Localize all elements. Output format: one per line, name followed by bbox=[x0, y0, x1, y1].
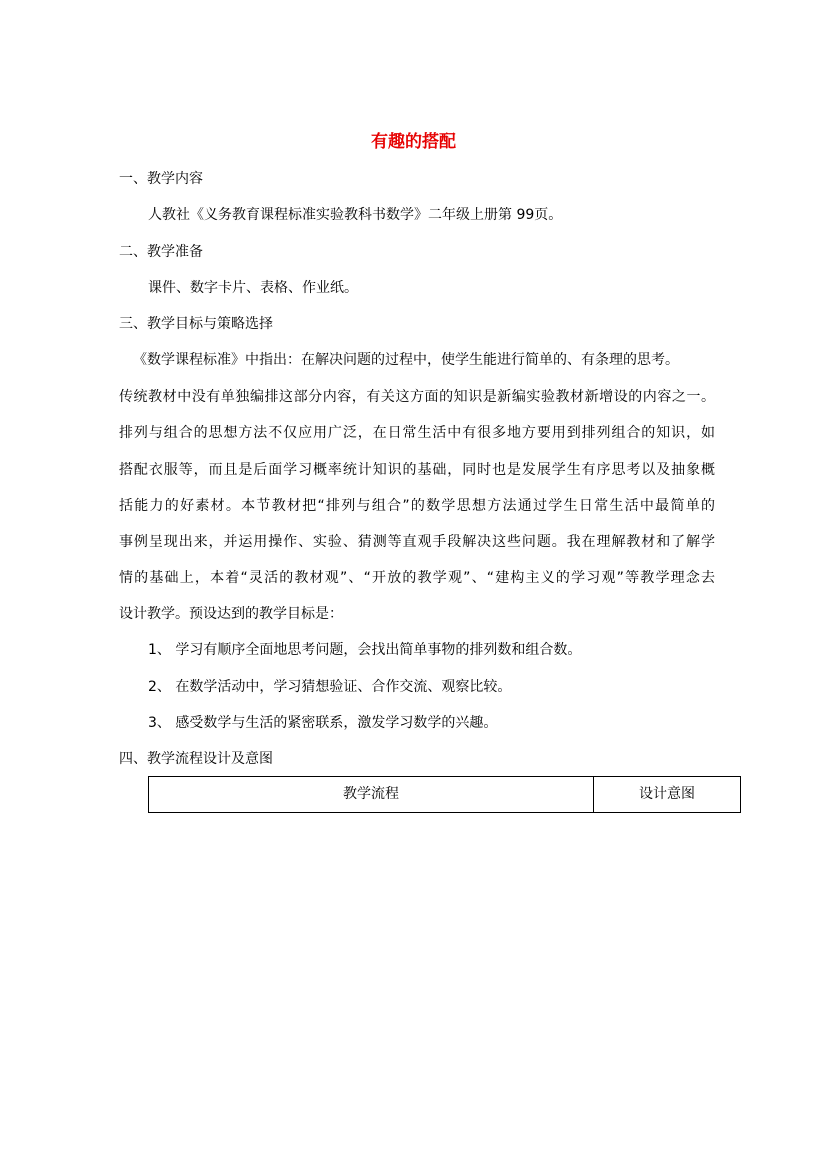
table-header-intent: 设计意图 bbox=[639, 786, 695, 802]
paragraph-line-5: 括能力的好素材。本节教材把“排列与组合”的数学思想方法通过学生日常生活中最简单的 bbox=[119, 498, 715, 514]
table-header-process: 教学流程 bbox=[149, 777, 594, 812]
paragraph-line-4: 搭配衣服等，而且是后面学习概率统计知识的基础，同时也是发展学生有序思考以及抽象概 bbox=[119, 462, 715, 478]
goal-item-3: 3、 感受数学与生活的紧密联系，激发学习数学的兴趣。 bbox=[148, 715, 498, 731]
section-3-heading: 三、教学目标与策略选择 bbox=[119, 316, 273, 332]
paragraph-line-1: 《数学课程标准》中指出：在解决问题的过程中，使学生能进行简单的、有条理的思考。 bbox=[133, 352, 679, 368]
section-1-heading: 一、教学内容 bbox=[119, 171, 203, 187]
section-2-body: 课件、数字卡片、表格、作业纸。 bbox=[148, 280, 358, 296]
section-2-heading: 二、教学准备 bbox=[119, 244, 203, 260]
paragraph-line-7: 情的基础上，本着“灵活的教材观”、“开放的教学观”、“建构主义的学习观”等教学理念去 bbox=[119, 570, 715, 586]
paragraph-line-8: 设计教学。预设达到的教学目标是： bbox=[119, 606, 343, 622]
process-table bbox=[148, 776, 741, 813]
goal-item-2: 2、 在数学活动中，学习猜想验证、合作交流、观察比较。 bbox=[148, 679, 512, 695]
section-1-body: 人教社《义务教育课程标准实验教科书数学》二年级上册第 99页。 bbox=[148, 207, 563, 223]
section-4-heading: 四、教学流程设计及意图 bbox=[119, 751, 273, 767]
paragraph-line-3: 排列与组合的思想方法不仅应用广泛，在日常生活中有很多地方要用到排列组合的知识，如 bbox=[119, 425, 715, 441]
paragraph-line-6: 事例呈现出来，并运用操作、实验、猜测等直观手段解决这些问题。我在理解教材和了解学 bbox=[119, 534, 715, 550]
paragraph-line-2: 传统教材中没有单独编排这部分内容，有关这方面的知识是新编实验教材新增设的内容之一。 bbox=[119, 389, 715, 405]
goal-item-1: 1、 学习有顺序全面地思考问题，会找出简单事物的排列数和组合数。 bbox=[148, 642, 582, 658]
document-title: 有趣的搭配 bbox=[371, 132, 456, 152]
